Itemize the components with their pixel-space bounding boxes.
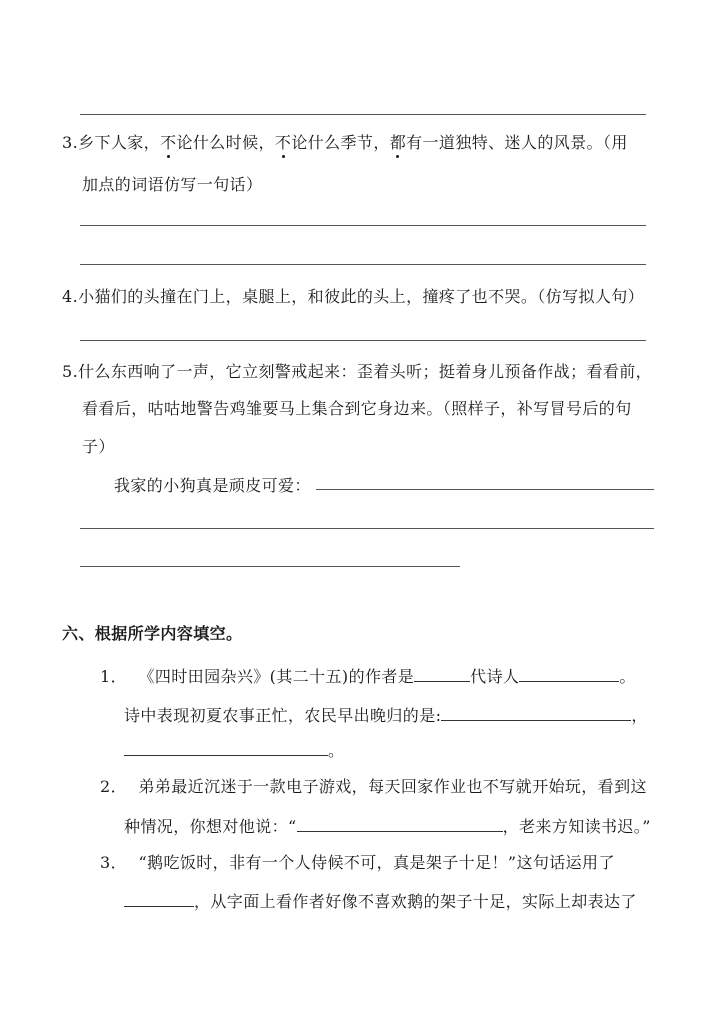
s6-q2-line-2: 种情况，你想对他说：“ ，老来方知读书迟。” (124, 817, 651, 836)
dotted-word: 不 (274, 133, 292, 152)
s6-q1-line-2: 诗中表现初夏农事正忙，农民早出晚归的是: ， (124, 706, 648, 725)
answer-line[interactable] (80, 114, 646, 115)
q5-line-3: 子） (82, 437, 115, 456)
answer-line[interactable] (80, 528, 654, 529)
s6-q3-line-1: 3． “鹅吃饭时，非有一个人侍候不可，真是架子十足！”这句话运用了 (100, 853, 615, 872)
fill-blank[interactable] (441, 704, 631, 721)
fill-blank[interactable] (297, 815, 503, 832)
q5-prompt: 我家的小狗真是顽皮可爱： (114, 476, 311, 495)
q3-line-1: 3.乡下人家，不论什么时候，不论什么季节，都有一道独特、迷人的风景。（用 (62, 133, 628, 152)
s6-q1-line-3: 。 (124, 739, 344, 761)
fill-blank[interactable] (124, 739, 328, 756)
dotted-word: 都 (389, 133, 407, 152)
answer-line[interactable] (80, 566, 460, 567)
s6-q2-line-1: 2． 弟弟最近沉迷于一款电子游戏，每天回家作业也不写就开始玩，看到这 (100, 777, 647, 796)
q4-line: 4.小猫们的头撞在门上，桌腿上，和彼此的头上，撞疼了也不哭。（仿写拟人句） (62, 287, 645, 306)
s6-q3-line-2: ，从字面上看作者好像不喜欢鹅的架子十足，实际上却表达了 (124, 890, 637, 912)
q5-number: 5. (62, 362, 79, 381)
answer-line[interactable] (80, 340, 646, 341)
dotted-word: 不 (160, 133, 177, 152)
q3-number: 3. (62, 133, 79, 152)
s6-q3-number: 3． (100, 853, 127, 872)
answer-line[interactable] (80, 264, 646, 265)
q5-line-2: 看看后，咕咕地警告鸡雏要马上集合到它身边来。（照样子，补写冒号后的句 (82, 399, 632, 418)
fill-blank[interactable] (519, 665, 619, 682)
fill-blank[interactable] (414, 665, 470, 682)
q5-line-1: 5.什么东西响了一声，它立刻警戒起来：歪着头听；挺着身儿预备作战；看看前， (62, 362, 653, 381)
q3-line-2: 加点的词语仿写一句话） (82, 175, 263, 194)
section-6-title: 六、根据所学内容填空。 (62, 624, 243, 643)
answer-line[interactable] (316, 489, 654, 490)
q4-number: 4. (62, 287, 79, 306)
s6-q1-number: 1． (100, 667, 127, 686)
s6-q2-number: 2． (100, 777, 127, 796)
fill-blank[interactable] (124, 890, 194, 907)
answer-line[interactable] (80, 225, 646, 226)
s6-q1-line-1: 1． 《四时田园杂兴》(其二十五)的作者是 代诗人 。 (100, 667, 636, 686)
